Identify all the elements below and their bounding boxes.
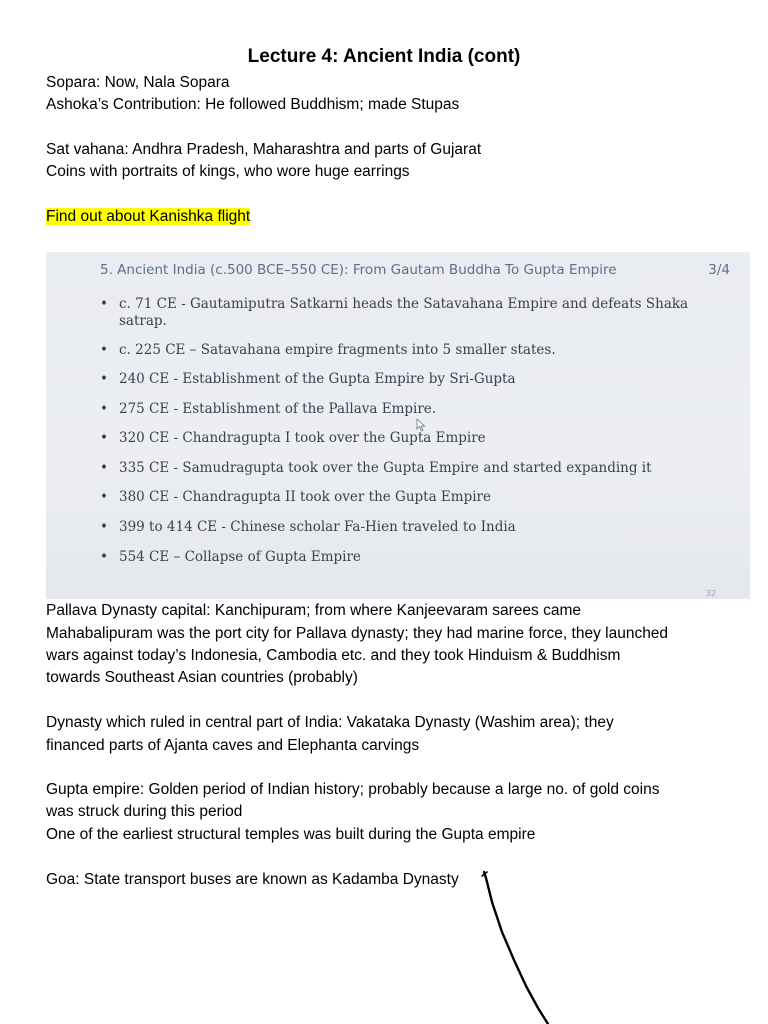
bullet-icon: •	[100, 519, 108, 535]
slide-bullet-text: 240 CE - Establishment of the Gupta Empire by Sri-Gupta	[119, 371, 516, 387]
slide-bullet	[100, 549, 720, 566]
bullet-icon: •	[100, 549, 108, 565]
text-line-ashoka: Ashoka’s Contribution: He followed Buddhism; made Stupas	[46, 96, 460, 113]
slide-bullet-text: c. 225 CE – Satavahana empire fragments into 5 smaller states.	[119, 342, 556, 358]
slide-bullet-text: 275 CE - Establishment of the Pallava Empire.	[119, 401, 437, 417]
slide-bullet-text: c. 71 CE - Gautamiputra Satkarni heads the Satavahana Empire and defeats Shaka satrap.	[119, 296, 689, 329]
slide-bullet-text: 399 to 414 CE - Chinese scholar Fa-Hien traveled to India	[119, 519, 516, 535]
text-line-pallava-capital: Pallava Dynasty capital: Kanchipuram; from where Kanjeevaram sarees came	[46, 602, 581, 619]
mouse-cursor-icon	[416, 418, 426, 432]
slide-bullet	[100, 342, 720, 359]
slide-page-number: 3/4	[708, 262, 730, 278]
text-line-gold-coins: was struck during this period	[46, 803, 243, 820]
bullet-icon: •	[100, 401, 108, 417]
slide-bullet	[100, 401, 720, 418]
text-line-temples: One of the earliest structural temples was built during the Gupta empire	[46, 826, 536, 843]
highlighted-note	[46, 206, 250, 228]
slide-bullet	[100, 519, 720, 536]
bullet-icon: •	[100, 460, 108, 476]
highlight-text: Find out about Kanishka flight	[46, 208, 251, 225]
page-title: Lecture 4: Ancient India (cont)	[247, 46, 521, 67]
text-line-ajanta: financed parts of Ajanta caves and Elephanta carvings	[46, 737, 420, 754]
text-line-mahabalipuram: Mahabalipuram was the port city for Pallava dynasty; they had marine force, they launched	[46, 625, 669, 642]
slide-bullet-text: 335 CE - Samudragupta took over the Gupta Empire and started expanding it	[119, 460, 652, 476]
pen-stroke-annotation	[478, 868, 558, 1024]
slide-bullet-text: 554 CE – Collapse of Gupta Empire	[119, 549, 361, 565]
slide-bullet	[100, 371, 720, 388]
bullet-icon: •	[100, 296, 108, 312]
slide-bullet	[100, 460, 720, 477]
text-line-vakataka: Dynasty which ruled in central part of India: Vakataka Dynasty (Washim area); they	[46, 714, 614, 731]
slide-bullet	[100, 430, 720, 447]
text-line-coins: Coins with portraits of kings, who wore huge earrings	[46, 163, 410, 180]
slide-bullet	[100, 296, 720, 330]
slide-header: 5. Ancient India (c.500 BCE–550 CE): From Gautam Buddha To Gupta Empire	[100, 262, 617, 278]
text-line-sopara: Sopara: Now, Nala Sopara	[46, 74, 230, 91]
text-line-goa: Goa: State transport buses are known as Kadamba Dynasty	[46, 871, 459, 888]
bullet-icon: •	[100, 430, 108, 446]
slide-screenshot	[46, 252, 750, 599]
slide-bullet-text: 320 CE - Chandragupta I took over the Gupta Empire	[119, 430, 486, 446]
slide-bullet	[100, 489, 720, 506]
text-line-satvahana: Sat vahana: Andhra Pradesh, Maharashtra and parts of Gujarat	[46, 141, 482, 158]
bullet-icon: •	[100, 342, 108, 358]
text-line-southeast-asia: towards Southeast Asian countries (probably)	[46, 669, 358, 686]
bullet-icon: •	[100, 489, 108, 505]
text-line-gupta-golden: Gupta empire: Golden period of Indian history; probably because a large no. of gold coins	[46, 781, 660, 798]
slide-footer-number: 32	[705, 589, 716, 598]
bullet-icon: •	[100, 371, 108, 387]
text-line-wars: wars against today’s Indonesia, Cambodia etc. and they took Hinduism & Buddhism	[46, 647, 621, 664]
slide-bullet-text: 380 CE - Chandragupta II took over the Gupta Empire	[119, 489, 491, 505]
